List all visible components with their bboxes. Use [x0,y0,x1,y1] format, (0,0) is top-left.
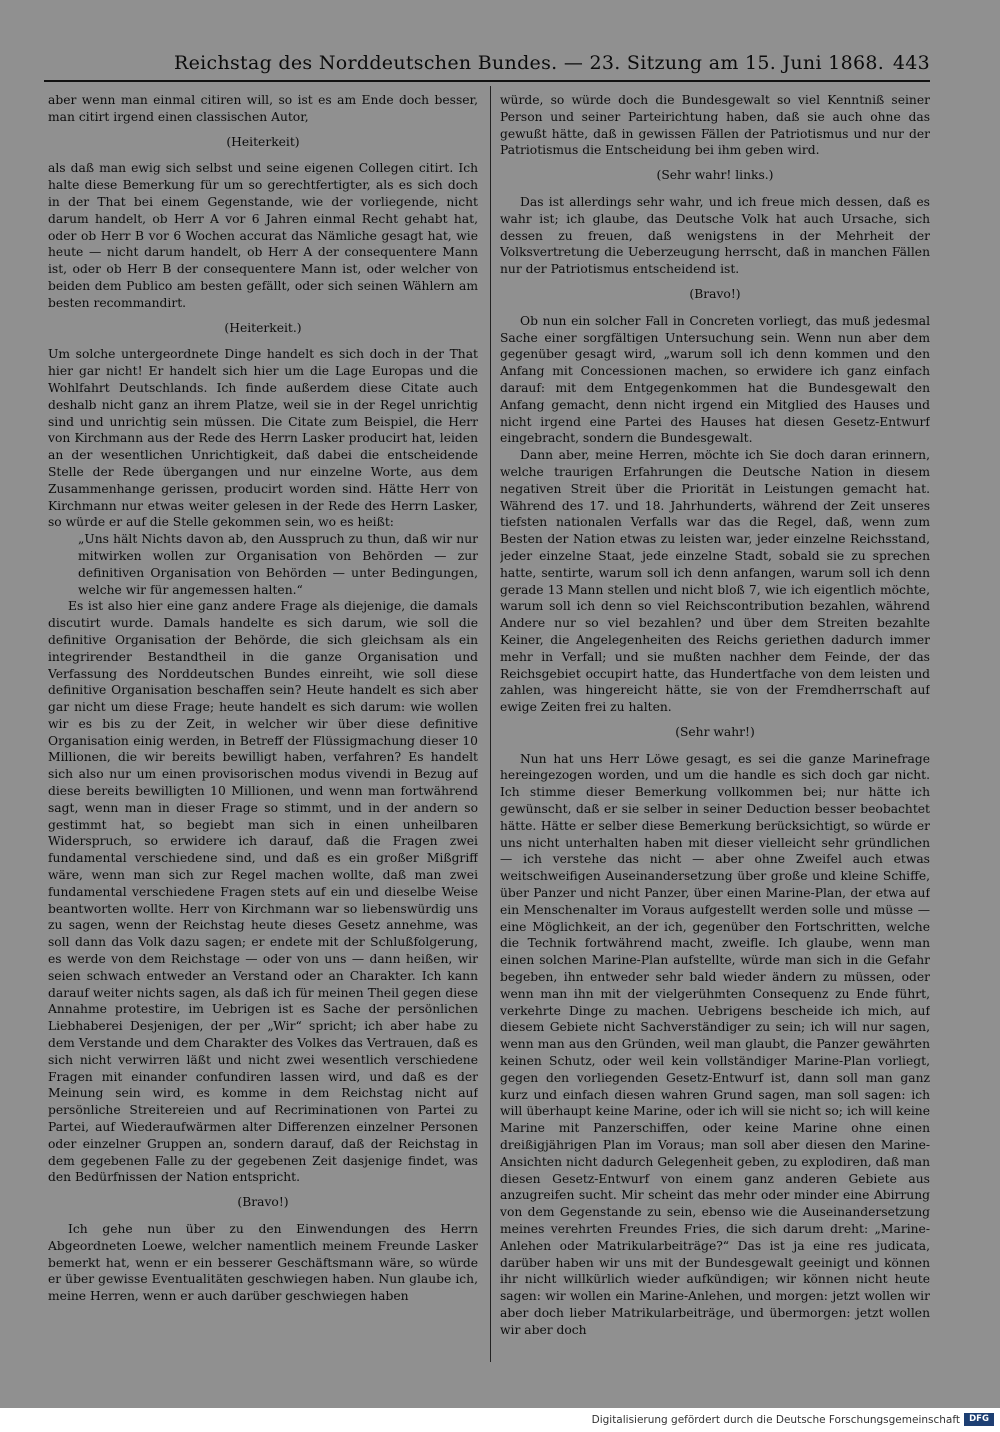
dfg-logo: DFG [964,1413,994,1426]
interjection: (Sehr wahr!) [675,724,755,739]
quotation: „Uns hält Nichts davon ab, den Ausspruch zu thun, daß wir nur mitwirken wollen zur Organisation von Behörden — zur definitiven Organisation von Behörden — unter Bedingungen, welche wir für angemessen halten.“ [78,532,478,597]
paragraph: Ich gehe nun über zu den Einwendungen des Herrn Abgeordneten Loewe, welcher namentlich meinem Freunde Lasker bemerkt hat, wenn er ein besserer Geschäftsmann wäre, so würde er über gewisse Eventualitäten geschwiegen haben. Nun glaube ich, meine Herren, wenn er auch darüber geschwiegen haben [48,1222,478,1304]
paragraph: würde, so würde doch die Bundesgewalt so viel Kenntniß seiner Person und seiner Parteirichtung haben, daß sie auch ohne das gewußt hätte, daß in gewissen Fällen der Patriotismus und nur der Patriotismus die Entscheidung bei ihm geben wird. [500,93,930,158]
right-column [500,92,930,1364]
paragraph: Es ist also hier eine ganz andere Frage als diejenige, die damals discutirt wurde. Damals handelte es sich darum, wie soll die definitive Organisation der Behörde, die sich gleichsam als ein integrirender Bestandtheil in die ganze Organisation und Verfassung des Norddeutschen Bundes einreiht, wie soll diese definitive Organisation beschaffen sein? Heute handelt es sich aber gar nicht um diese Frage; heute handelt es sich darum: wie wollen wir es bis zu der Zeit, in welcher wir über diese definitive Organisation einig werden, in Betreff der Flüssigmachung dieser 10 Millionen, die wir bereits bewilligt haben, verfahren? Es handelt sich also nur um einen provisorischen modus vivendi in Bezug auf diese bereits bewilligten 10 Millionen, und wenn man fortwährend sagt, wenn man in dieser Frage so stimmt, und in der andern so gestimmt hat, so begiebt man sich in einen unheilbaren Widerspruch, so erwidere ich darauf, daß die Fragen zwei fundamental verschiedene sind, und daß es ein großer Mißgriff wäre, wenn man sich zur Regel machen wollte, daß man zwei fundamental verschiedene Fragen stets auf ein und dieselbe Weise beantworten wollte. Herr von Kirchmann war so liebenswürdig uns zu sagen, wenn der Reichstag heute dieses Gesetz annehme, was soll dann das Volk dazu sagen; er endete mit der Schlußfolgerung, es werde von dem Reichstage — oder von uns — dann heißen, wir seien schwach entweder an Verstand oder an Charakter. Ich kann darauf weiter nichts sagen, als daß ich für meinen Theil gegen diese Annahme protestire, im Uebrigen ist es Sache der persönlichen Liebhaberei Desjenigen, der per „Wir“ spricht; ich aber habe zu dem Verstande und dem Charakter des Volkes das Vertrauen, daß es sich nicht verwirren läßt und nicht zwei wesentlich verschiedene Fragen mit einander confundiren lassen wird, und daß es der Meinung sein wird, es komme in dem Reichstag nicht auf persönliche Streitereien und auf Recriminationen von Partei zu Partei, auf Wiederaufwärmen alter Differenzen einzelner Personen oder einzelner Gruppen an, sondern darauf, daß der Reichstag in dem gegebenen Falle zu der gegebenen Zeit dasjenige findet, was den Bedürfnissen der Nation entspricht. [48,599,478,1185]
funding-note: Digitalisierung gefördert durch die Deutsche Forschungsgemeinschaft [591,1414,960,1426]
header-rule [44,80,930,82]
interjection: (Heiterkeit) [226,134,300,149]
paragraph: Dann aber, meine Herren, möchte ich Sie doch daran erinnern, welche traurigen Erfahrungen die Deutsche Nation in diesem negativen Streit über die Priorität in Leistungen gemacht hat. Während des 17. und 18. Jahrhunderts, während der Zeit unseres tiefsten nationalen Verfalls war das die Regel, daß, wenn zum Besten der Nation etwas zu leisten war, jeder einzelne Reichsstand, jeder einzelne Staat, jede einzelne Stadt, sobald sie zu sprechen hatte, sentirte, warum soll ich denn anfangen, warum soll ich denn gerade 13 Mann stellen und nicht bloß 7, wie ich eigentlich möchte, warum soll ich denn so viel Reichscontribution bezahlen, während Andere nur so viel bezahlen? und über dem Streiten bezahlte Keiner, die Angelegenheiten des Reichs geriethen dadurch immer mehr in Verfall; und sie mußten nachher dem Feinde, der das Reichsgebiet occupirt hatte, das Hundertfache von dem leisten und zahlen, was hingereicht hätte, sie von der Fremdherrschaft auf ewige Zeiten frei zu halten. [500,448,930,715]
paragraph: aber wenn man einmal citiren will, so ist es am Ende doch besser, man citirt irgend einen classischen Autor, [48,93,478,124]
interjection: (Sehr wahr! links.) [656,168,774,183]
page-header [24,52,930,78]
paragraph: Um solche untergeordnete Dinge handelt es sich doch in der That hier gar nicht! Er handelt sich hier um die Lage Europas und die Wohlfahrt Deutschlands. Ich finde außerdem diese Citate auch deshalb nicht ganz an ihrem Platze, weil sie in der Regel unrichtig sind und unrichtig sein müssen. Die Citate zum Beispiel, die Herr von Kirchmann aus der Rede des Herrn Lasker producirt hat, leiden an der wesentlichen Unrichtigkeit, daß dabei die entscheidende Stelle der Rede übergangen und nur einzelne Worte, aus dem Zusammenhange gerissen, producirt worden sind. Hätte Herr von Kirchmann nur etwas weiter gelesen in der Rede des Herrn Lasker, so würde er auf die Stelle gekommen sein, wo es heißt: [48,347,478,530]
interjection: (Bravo!) [237,1195,289,1210]
column-divider [490,86,491,1362]
footer-bar [0,1408,1000,1432]
page-number: 443 [892,52,930,74]
interjection: (Heiterkeit.) [224,320,302,335]
running-title: Reichstag des Norddeutschen Bundes. — 23. Sitzung am 15. Juni 1868. [174,52,885,74]
interjection: (Bravo!) [689,286,741,301]
paragraph: Ob nun ein solcher Fall in Concreten vorliegt, das muß jedesmal Sache einer sorgfältigen Untersuchung sein. Wenn nun aber dem gegenüber gesagt wird, „warum soll ich denn kommen und den Anfang mit Concessionen machen, so erwidere ich ganz einfach darauf: mit dem Entgegenkommen hat die Bundesgewalt den Anfang gemacht, denn nicht irgend ein Mitglied des Hauses und nicht irgend eine Partei des Hauses hat diesen Gesetz-Entwurf eingebracht, sondern die Bundesgewalt. [500,313,930,446]
paragraph: als daß man ewig sich selbst und seine eigenen Collegen citirt. Ich halte diese Bemerkung für um so gerechtfertigter, als es sich doch in der That bei einem Gegenstande, wie der vorliegende, nicht darum handelt, ob Herr A vor 6 Jahren einmal Recht gehabt hat, oder ob Herr B vor 6 Wochen accurat das Nämliche gesagt hat, wie heute — nicht darum handelt, ob Herr A der consequentere Mann ist, oder ob Herr B der consequentere Mann ist, oder welcher von beiden dem Publico am besten gefällt, oder sich seinen Wählern am besten recommandirt. [48,161,478,310]
paragraph: Nun hat uns Herr Löwe gesagt, es sei die ganze Marinefrage hereingezogen worden, und um die handle es sich doch gar nicht. Ich stimme dieser Bemerkung vollkommen bei; nur hätte ich gewünscht, daß er sie selber in seiner Deduction besser beobachtet hätte. Hätte er selber diese Bemerkung berücksichtigt, so würde er uns nicht unterhalten haben mit dieser vielleicht sehr gründlichen — ich verstehe das nicht — aber ohne Zweifel auch etwas weitschweifigen Auseinandersetzung über große und kleine Schiffe, über Panzer und nicht Panzer, über einen Marine-Plan, der etwa auf ein Menschenalter im Voraus aufgestellt werden solle und müsse — eine Möglichkeit, an der ich, gegenüber den Fortschritten, welche die Technik fortwährend macht, zweifle. Ich glaube, wenn man einen solchen Marine-Plan aufstellte, würde man sich in die Gefahr begeben, ihn entweder sehr bald wieder ändern zu müssen, oder wenn man ihn mit der vielgerühmten Consequenz zu Ende führt, verkehrte Dinge zu machen. Uebrigens bescheide ich mich, auf diesem Gebiete nicht Sachverständiger zu sein; ich will nur sagen, wenn man aus den Gründen, weil man glaubt, die Panzer gewährten keinen Schutz, oder weil kein vollständiger Marine-Plan vorliegt, gegen den vorliegenden Gesetz-Entwurf ist, dann soll man ganz kurz und einfach diesen wahren Grund sagen, man soll sagen: ich will überhaupt keine Marine, oder ich will sie nicht so; ich will keine Marine mit Panzerschiffen, oder keine Marine ohne einen dreißigjährigen Plan im Voraus; man soll aber diesen den Marine-Ansichten nicht dadurch Gelegenheit geben, zu explodiren, daß man diesen Gesetz-Entwurf von einem ganz anderen Gebiete aus anzugreifen sucht. Mir scheint das mehr oder minder eine Abirrung von dem Gegenstande zu sein, ebenso wie die Auseinandersetzung meines verehrten Freundes Fries, die sich darum dreht: „Marine-Anlehen oder Matrikularbeiträge?“ Das ist ja eine res judicata, darüber haben wir uns mit der Bundesgewalt geeinigt und können ihr nicht willkürlich wieder aufkündigen; wir können nicht heute sagen: wir wollen ein Marine-Anlehen, und morgen: jetzt wollen wir aber doch lieber Matrikularbeiträge, und übermorgen: jetzt wollen wir aber doch [500,751,930,1337]
paragraph: Das ist allerdings sehr wahr, und ich freue mich dessen, daß es wahr ist; ich glaube, das Deutsche Volk hat auch Ursache, sich dessen zu freuen, daß wenigstens in der Mehrheit der Volksvertretung die Ueberzeugung herrscht, daß in manchen Fällen nur der Patriotismus entscheidend ist. [500,194,930,277]
left-column [48,92,478,1364]
